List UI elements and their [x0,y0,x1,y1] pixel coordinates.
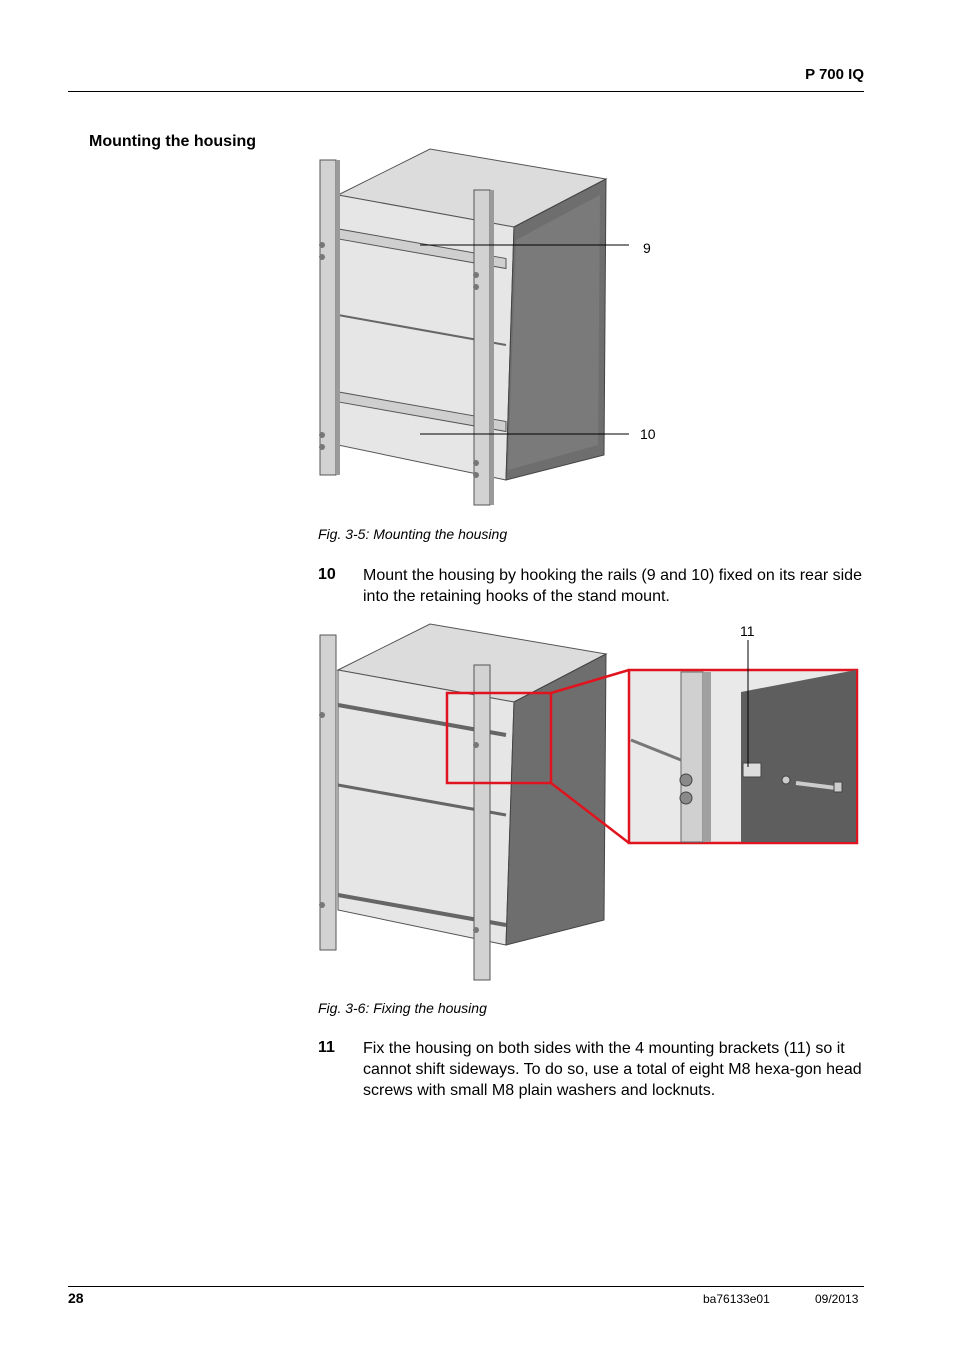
document-date: 09/2013 [815,1292,859,1306]
figure1-caption: Fig. 3-5: Mounting the housing [318,526,508,542]
document-id: ba76133e01 [703,1292,770,1306]
step-10-text: Mount the housing by hooking the rails (9 and 10) fixed on its rear side into the retaining hooks of the stand mount. [363,567,862,605]
header-rule [68,91,864,92]
footer-rule [68,1286,864,1287]
callout-label-10: 10 [640,426,656,442]
step-11-number: 11 [318,1039,335,1056]
document-title: P 700 IQ [805,66,864,83]
callout-label-11: 11 [740,623,755,639]
figure-fixing-housing [316,620,861,985]
step-10-number: 10 [318,566,336,583]
section-title: Mounting the housing [89,133,257,150]
callout-label-9: 9 [643,240,651,256]
figure-mounting-housing [316,145,616,510]
page-number: 28 [68,1290,84,1306]
figure2-caption: Fig. 3-6: Fixing the housing [318,1000,487,1016]
step-11-text: Fix the housing on both sides with the 4 mounting brackets (11) so it cannot shift sideways. To do so, use a total of eight M8 hexa-gon head screws with small M8 plain washers and locknuts. [363,1040,862,1099]
